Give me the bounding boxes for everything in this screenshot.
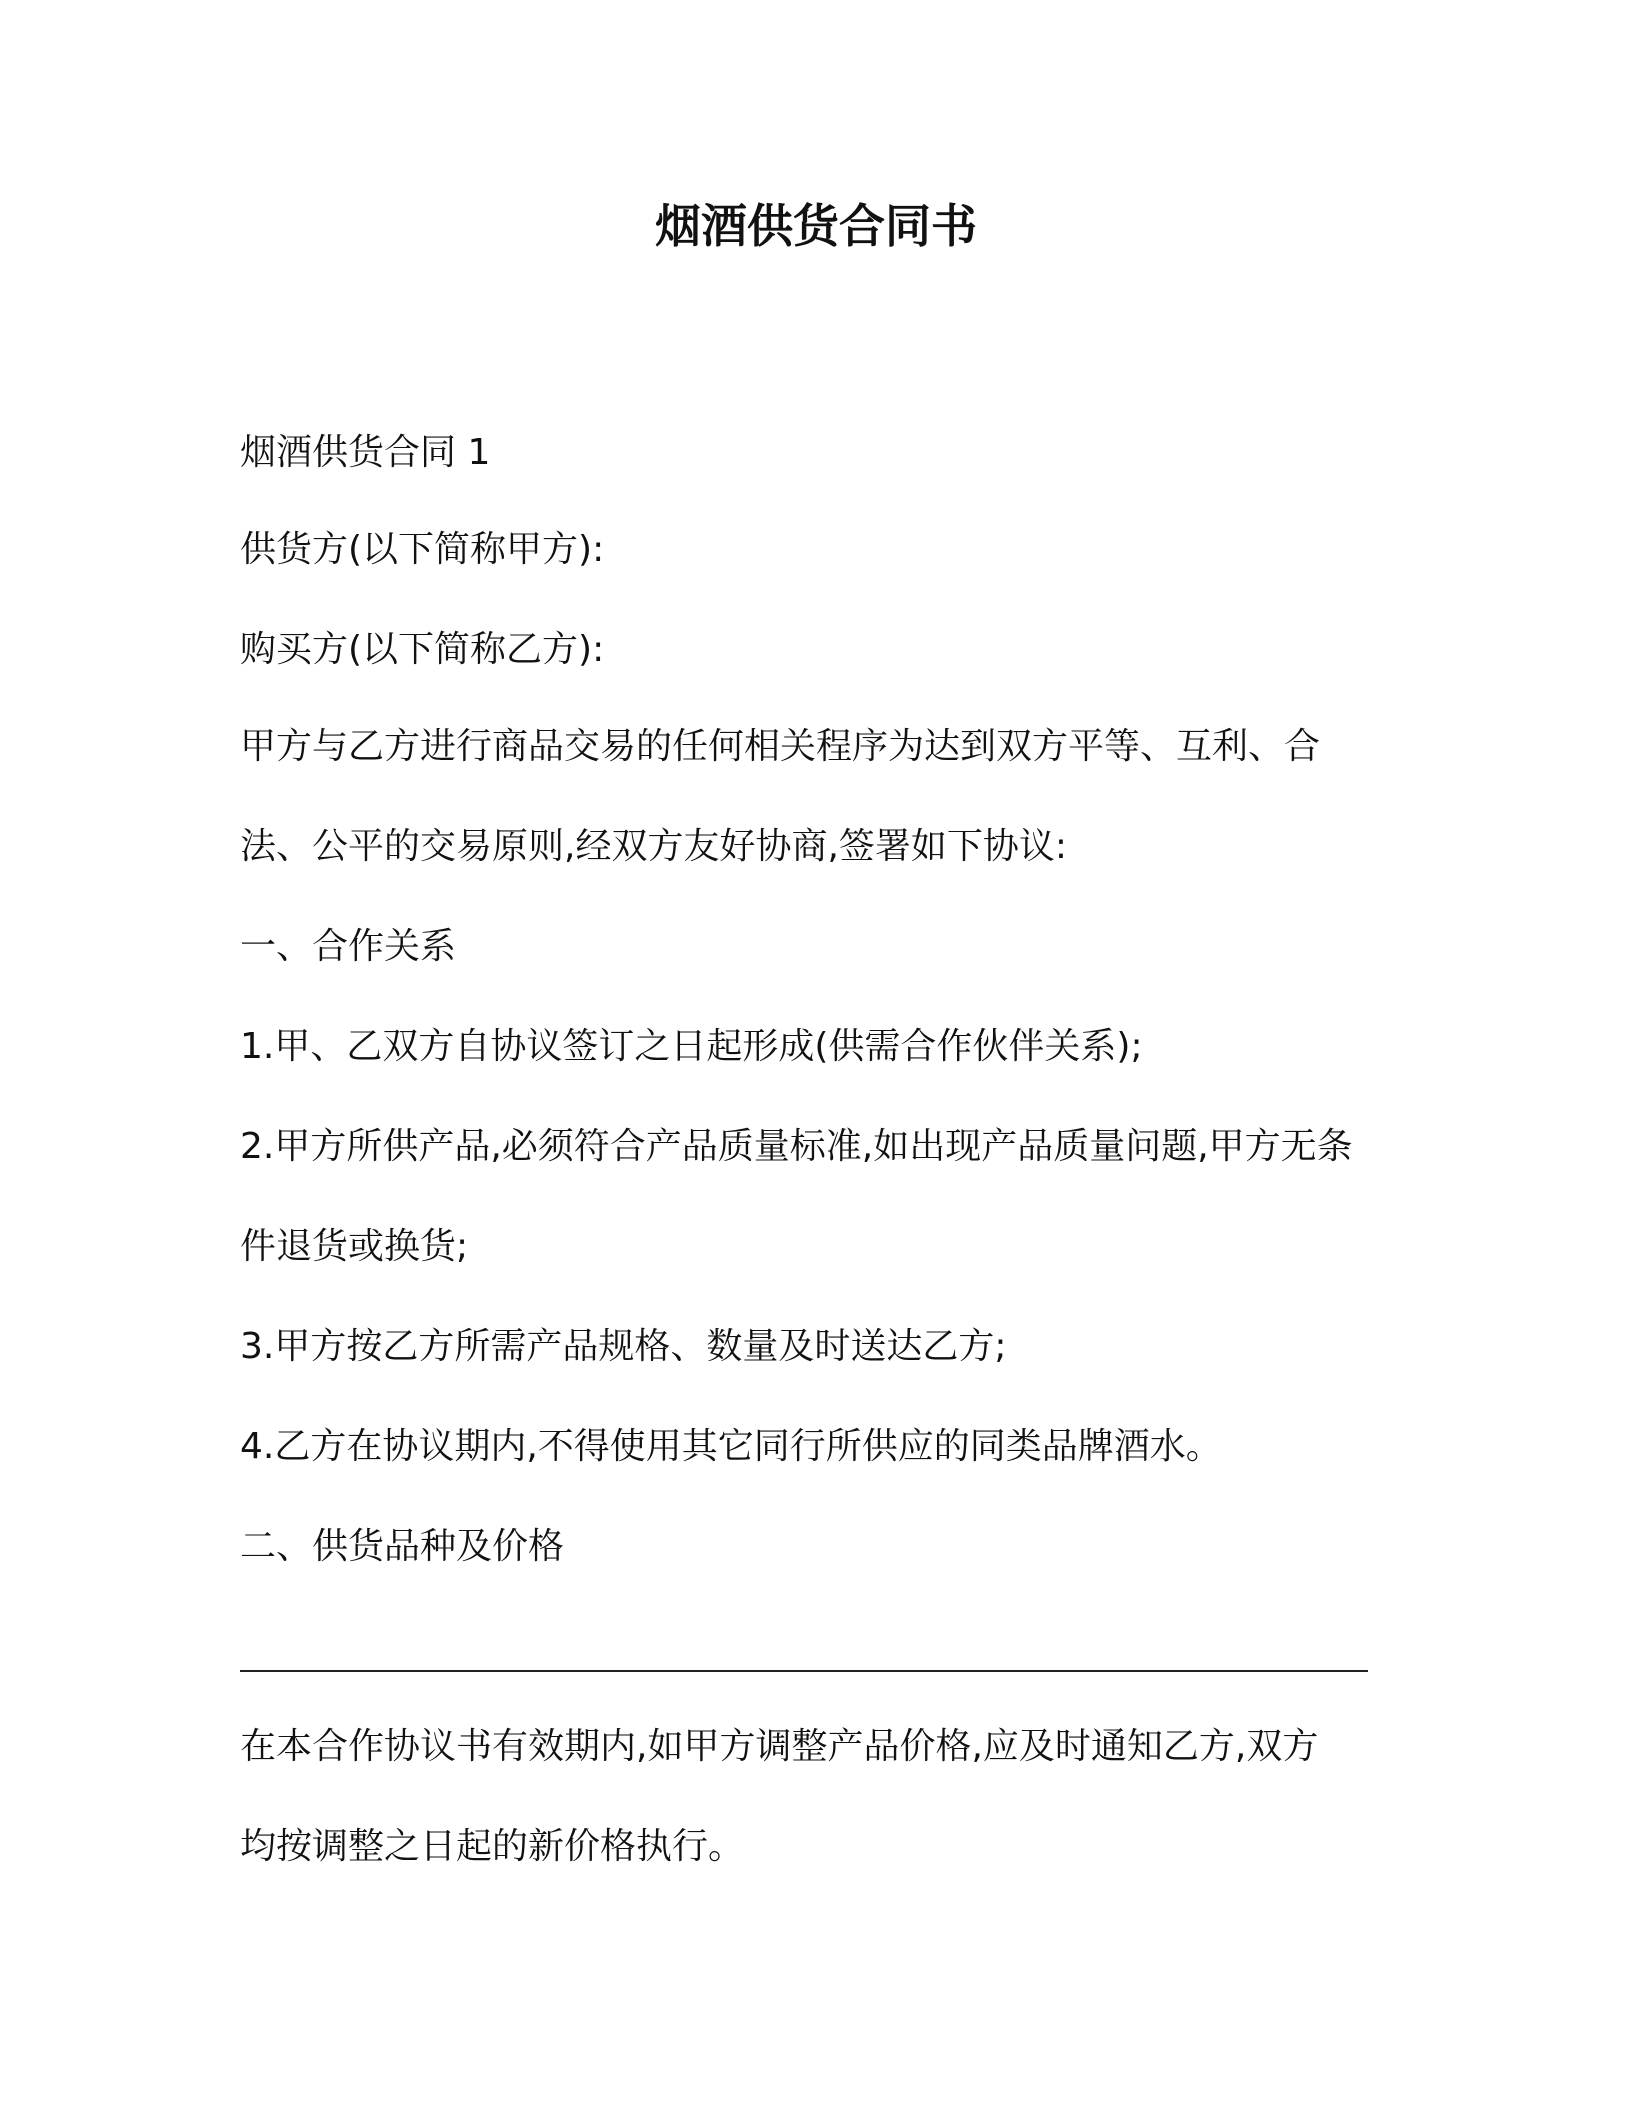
- contract-subtitle: 烟酒供货合同 1: [240, 432, 491, 473]
- clause-4: 4.乙方在协议期内,不得使用其它同行所供应的同类品牌酒水。: [240, 1426, 1222, 1467]
- intro-paragraph-line-2: 法、公平的交易原则,经双方友好协商,签署如下协议:: [240, 826, 1068, 867]
- clause-1: 1.甲、乙双方自协议签订之日起形成(供需合作伙伴关系);: [240, 1026, 1143, 1067]
- clause-2-line-1: 2.甲方所供产品,必须符合产品质量标准,如出现产品质量问题,甲方无条: [240, 1126, 1353, 1167]
- intro-paragraph-line-1: 甲方与乙方进行商品交易的任何相关程序为达到双方平等、互利、合: [240, 726, 1321, 767]
- clause-2-line-2: 件退货或换货;: [240, 1226, 469, 1267]
- buyer-line: 购买方(以下简称乙方):: [240, 629, 605, 670]
- price-adjustment-line-1: 在本合作协议书有效期内,如甲方调整产品价格,应及时通知乙方,双方: [240, 1726, 1319, 1767]
- section-heading-products-prices: 二、供货品种及价格: [240, 1526, 565, 1567]
- price-adjustment-line-2: 均按调整之日起的新价格执行。: [240, 1826, 745, 1867]
- supplier-line: 供货方(以下简称甲方):: [240, 529, 605, 570]
- document-title: 烟酒供货合同书: [655, 199, 977, 253]
- blank-fill-line: [240, 1670, 1368, 1672]
- section-heading-cooperation: 一、合作关系: [240, 926, 457, 967]
- clause-3: 3.甲方按乙方所需产品规格、数量及时送达乙方;: [240, 1326, 1007, 1367]
